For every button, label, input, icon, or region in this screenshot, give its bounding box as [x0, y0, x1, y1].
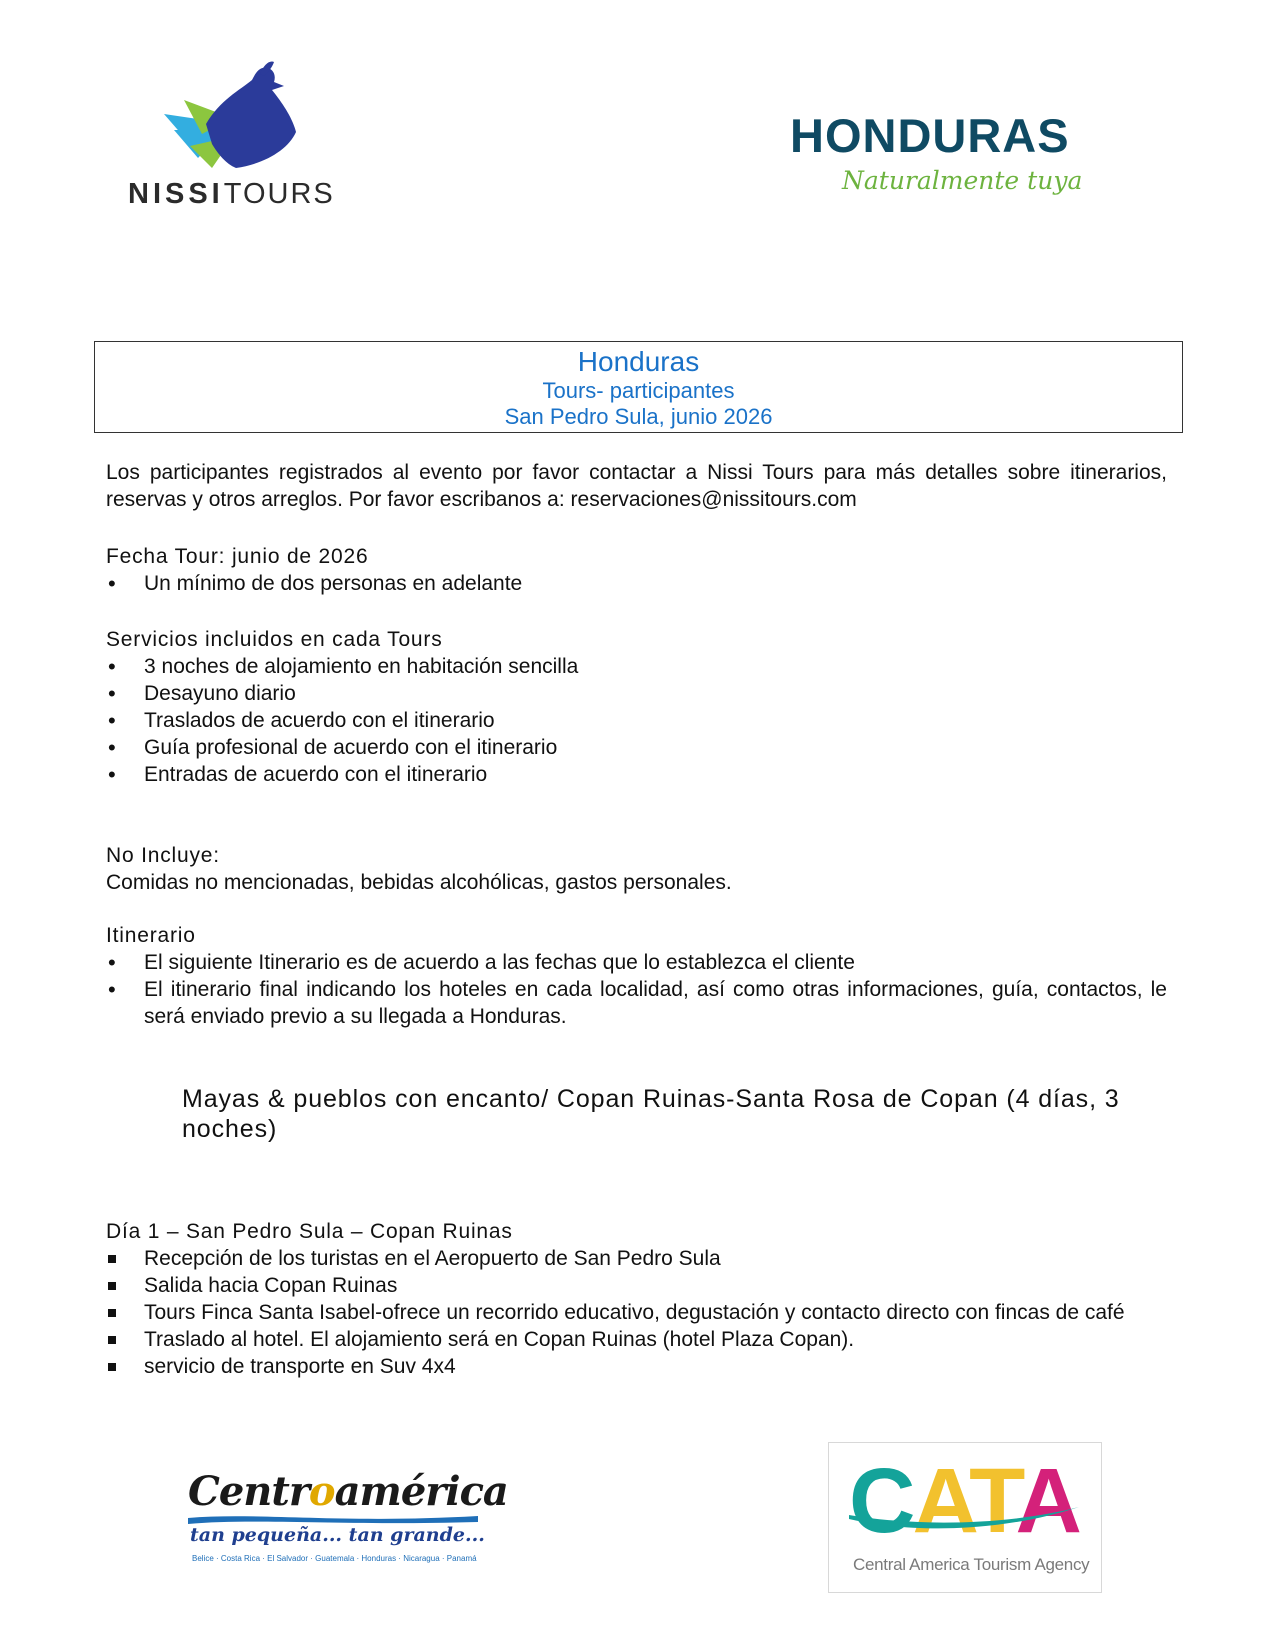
list-item: • Guía profesional de acuerdo con el itinerario	[106, 734, 1167, 761]
cata-logo	[828, 1442, 1102, 1593]
services-section	[106, 626, 1167, 788]
list-item: Recepción de los turistas en el Aeropuerto de San Pedro Sula	[106, 1245, 1167, 1272]
centroamerica-countries: Belice · Costa Rica · El Salvador · Guatemala · Honduras · Nicaragua · Panamá	[192, 1554, 477, 1563]
list-item: • Un mínimo de dos personas en adelante	[106, 570, 1167, 597]
swoosh-icon	[849, 1497, 1079, 1537]
dove-icon	[160, 60, 310, 185]
cata-caption: Central America Tourism Agency	[853, 1555, 1090, 1574]
tour-date-heading: Fecha Tour: junio de 2026	[106, 545, 369, 568]
document-title: Honduras	[577, 346, 700, 377]
title-box	[94, 341, 1183, 433]
list-item: • 3 noches de alojamiento en habitación sencilla	[106, 653, 1167, 680]
not-included-section	[106, 842, 1167, 896]
list-item: • Traslados de acuerdo con el itinerario	[106, 707, 1167, 734]
itinerary-heading: Itinerario	[106, 924, 196, 947]
intro-paragraph: Los participantes registrados al evento por favor contactar a Nissi Tours para más detalles sobre itinerarios, reservas y otros arreglos. Por favor escribanos a: reservaciones@nissitours.com	[106, 461, 1167, 511]
itinerary-section	[106, 922, 1167, 1030]
list-item: • Entradas de acuerdo con el itinerario	[106, 761, 1167, 788]
cata-wordmark: CATA	[849, 1450, 1079, 1552]
services-heading: Servicios incluidos en cada Tours	[106, 628, 443, 651]
document-subtitle: Tours- participantes	[542, 378, 735, 403]
tour-date-list	[106, 570, 1167, 597]
document-location-date: San Pedro Sula, junio 2026	[504, 404, 773, 429]
list-item: Traslado al hotel. El alojamiento será en Copan Ruinas (hotel Plaza Copan).	[106, 1326, 1167, 1353]
honduras-tagline: Naturalmente tuya	[842, 166, 1083, 195]
tour-date-section	[106, 543, 1167, 597]
itinerary-list	[106, 949, 1167, 1030]
services-list	[106, 653, 1167, 788]
not-included-text: Comidas no mencionadas, bebidas alcohólicas, gastos personales.	[106, 871, 732, 894]
list-item: Salida hacia Copan Ruinas	[106, 1272, 1167, 1299]
list-item: Tours Finca Santa Isabel-ofrece un recorrido educativo, degustación y contacto directo con fincas de café	[106, 1299, 1167, 1326]
not-included-heading: No Incluye:	[106, 844, 220, 867]
list-item: • El itinerario final indicando los hoteles en cada localidad, así como otras informaciones, guía, contactos, le será enviado previo a su llegada a Honduras.	[106, 976, 1167, 1030]
tour-name: Mayas & pueblos con encanto/ Copan Ruinas-Santa Rosa de Copan (4 días, 3 noches)	[182, 1085, 1120, 1143]
centroamerica-logo	[188, 1468, 508, 1568]
list-item: servicio de transporte en Suv 4x4	[106, 1353, 1167, 1380]
day1-list	[106, 1245, 1167, 1380]
list-item: • Desayuno diario	[106, 680, 1167, 707]
centroamerica-slogan: tan pequeña... tan grande...	[190, 1524, 485, 1546]
day1-heading: Día 1 – San Pedro Sula – Copan Ruinas	[106, 1220, 513, 1243]
list-item: • El siguiente Itinerario es de acuerdo a las fechas que lo establezca el cliente	[106, 949, 1167, 976]
nissi-tours-wordmark: NISSITOURS	[128, 178, 335, 210]
centroamerica-wordmark: Centroamérica	[188, 1468, 508, 1515]
honduras-logo	[790, 108, 1090, 208]
day1-section	[106, 1218, 1167, 1380]
nissi-tours-logo	[120, 60, 350, 220]
honduras-wordmark: HONDURAS	[790, 109, 1070, 162]
